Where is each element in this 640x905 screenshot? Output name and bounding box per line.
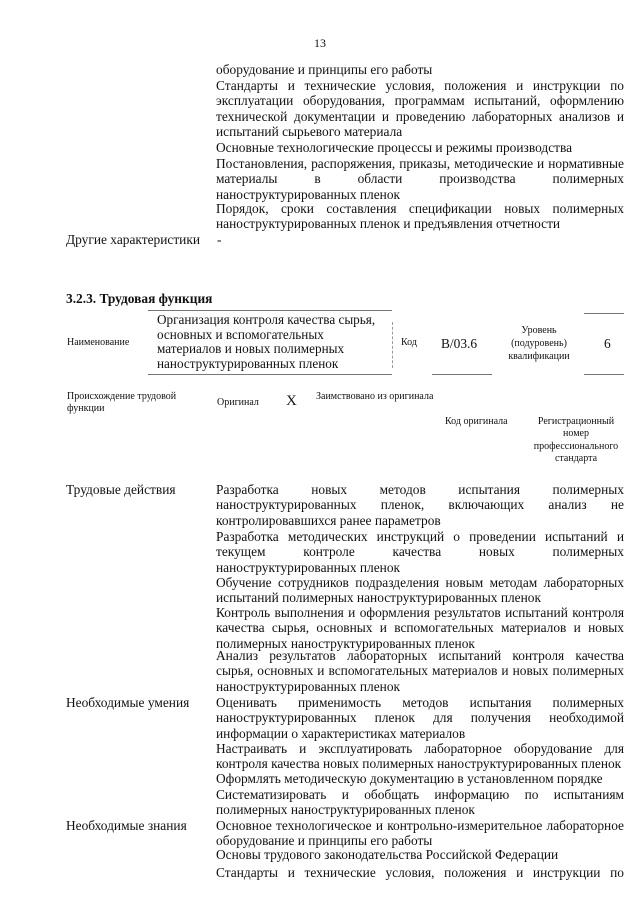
other-characteristics-label: Другие характеристики — [66, 232, 201, 247]
other-characteristics-value: - — [217, 232, 222, 247]
name-box-bottom-border — [148, 374, 392, 375]
labor-action-item: Контроль выполнения и оформления результатов испытаний контроля качества сырья, основных и вспомогательных материалов и новых полимерных наноструктурированных пленок — [216, 605, 624, 651]
required-knowledge-label: Необходимые знания — [66, 818, 187, 833]
name-label: Наименование — [67, 337, 130, 348]
labor-action-item: Разработка новых методов испытания полимерных наноструктурированных пленок, включающих анализ не контролировавшихся ранее параметров — [216, 482, 624, 528]
name-box-right-border — [392, 322, 393, 368]
labor-actions-label: Трудовые действия — [66, 482, 176, 497]
level-top-border — [584, 313, 624, 314]
section-title: 3.2.3. Трудовая функция — [66, 291, 213, 306]
knowledge-item: Стандарты и технические условия, положения и инструкции по — [216, 865, 624, 880]
top-item-4: Постановления, распоряжения, приказы, методические и нормативные материалы в области производства полимерных наноструктурированных пленок — [216, 156, 624, 202]
qualification-level-label: Уровень (подуровень) квалификации — [508, 325, 570, 362]
level-bottom-border — [584, 374, 624, 375]
labor-action-item: Разработка методических инструкций о проведении испытаний и текущем контроле качества новых полимерных наноструктурированных пленок — [216, 529, 624, 575]
code-original-label: Код оригинала — [445, 416, 508, 427]
knowledge-item: Основы трудового законодательства Российской Федерации — [216, 847, 559, 862]
top-item-3: Основные технологические процессы и режимы производства — [216, 140, 573, 155]
borrowed-label: Заимствовано из оригинала — [316, 391, 434, 402]
code-value: B/03.6 — [441, 336, 478, 351]
skill-item: Настраивать и эксплуатировать лабораторное оборудование для контроля качества новых полимерных наноструктурированных пленок — [216, 741, 624, 772]
top-item-1: оборудование и принципы его работы — [216, 62, 433, 77]
labor-action-item: Анализ результатов лабораторных испытаний контроля качества сырья, основных и вспомогательных материалов и новых полимерных наноструктурированных пленок — [216, 648, 624, 694]
labor-action-item: Обучение сотрудников подразделения новым методам лабораторных испытаний полимерных наноструктурированных пленок — [216, 575, 624, 606]
code-underline — [432, 374, 492, 375]
code-label: Код — [401, 337, 417, 348]
top-item-2: Стандарты и технические условия, положения и инструкции по эксплуатации оборудования, программам испытаний, оформлению технической документации и проведению лабораторных анализов и испытаний сырьевого материала — [216, 78, 624, 139]
skill-item: Оформлять методическую документацию в установленном порядке — [216, 771, 603, 786]
required-skills-label: Необходимые умения — [66, 695, 190, 710]
skill-item: Оценивать применимость методов испытания полимерных наноструктурированных пленок для получения необходимой информации о характеристиках материалов — [216, 695, 624, 741]
top-item-5: Порядок, сроки составления спецификации новых полимерных наноструктурированных пленок и предъявления отчетности — [216, 201, 624, 232]
page-number: 13 — [314, 36, 326, 50]
knowledge-item: Основное технологическое и контрольно-измерительное лабораторное оборудование и принципы его работы — [216, 818, 624, 849]
skill-item: Систематизировать и обобщать информацию по испытаниям полимерных наноструктурированных пленок — [216, 787, 624, 818]
registration-number-label: Регистрационный номер профессионального стандарта — [533, 416, 619, 465]
original-mark: X — [286, 393, 297, 409]
function-name-value: Организация контроля качества сырья, основных и вспомогательных материалов и новых полимерных наноструктурированных пленок — [157, 312, 376, 371]
origin-label: Происхождение трудовой функции — [67, 391, 177, 414]
qualification-level-value: 6 — [604, 336, 611, 351]
name-box-top-border — [148, 310, 392, 311]
original-label: Оригинал — [217, 397, 259, 408]
